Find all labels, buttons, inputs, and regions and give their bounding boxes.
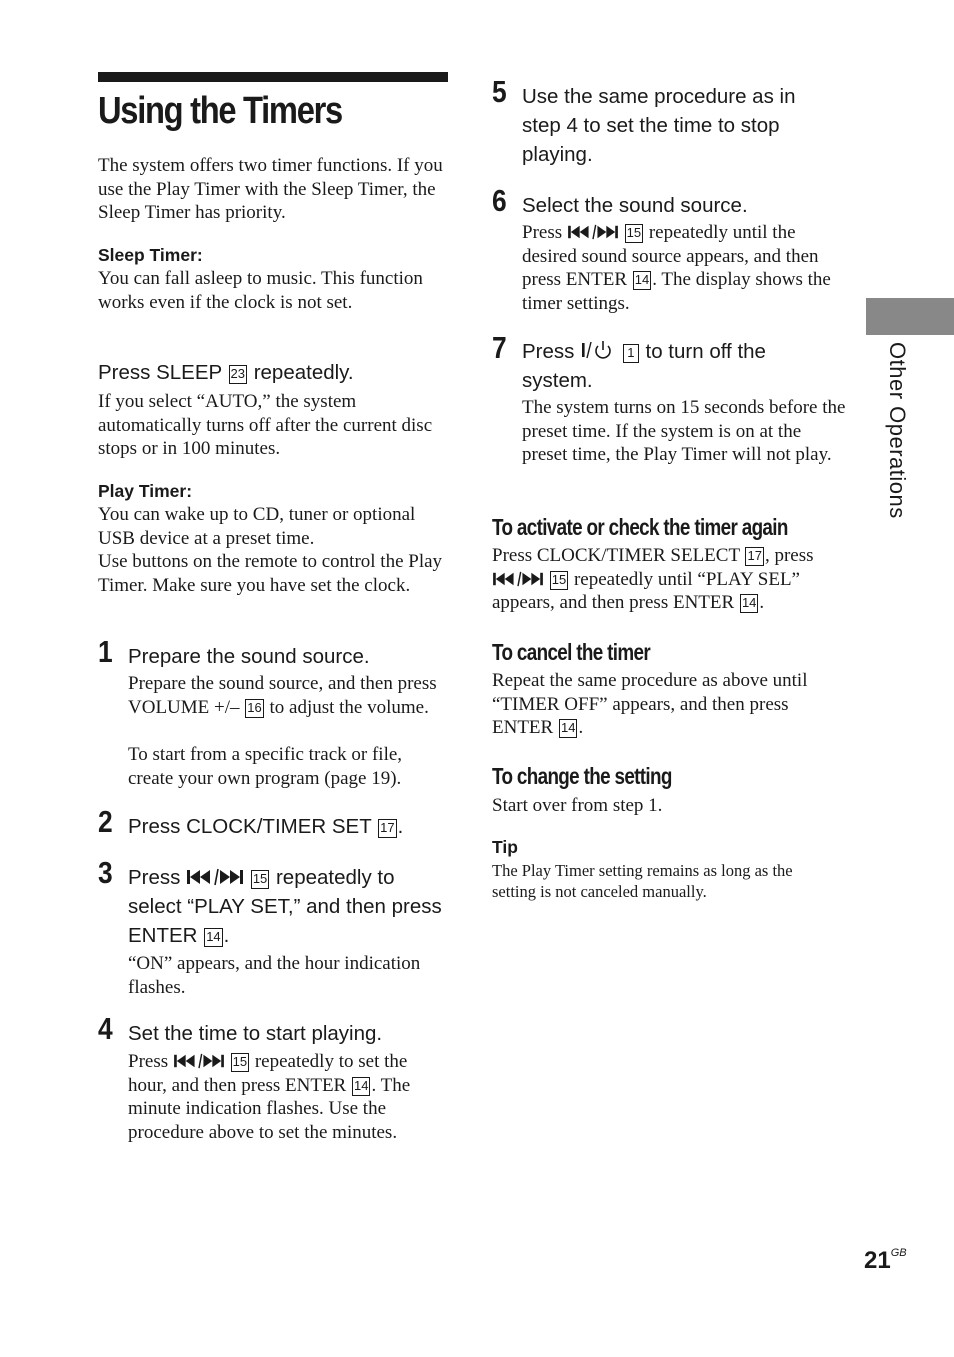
step-number: 3 [98, 855, 113, 890]
power-icon [580, 340, 616, 360]
tip-body: The Play Timer setting remains as long as the setting is not canceled manually. [492, 861, 793, 901]
cancel-body: Repeat the same procedure as above until “TIMER OFF” appears, and then press ENTER 14 . [492, 670, 808, 739]
tip-label: Tip [492, 837, 518, 857]
intro-text: The system offers two timer functions. If you use the Play Timer with the Sleep Timer, the Sleep Timer has priority. [98, 155, 443, 224]
activate-heading: To activate or check the timer again [492, 514, 788, 540]
prev-next-icon [567, 224, 619, 240]
sleep-press-line [98, 358, 354, 387]
step3-head: Press 15 repeatedly to select “PLAY SET,” and then press ENTER 14 . [128, 866, 442, 947]
button-number-box: 14 [559, 719, 577, 738]
page-number [864, 1247, 907, 1275]
step1-body-a: Prepare the sound source, and then press VOLUME +/– [128, 673, 437, 718]
step6-body-a: Press [522, 222, 563, 243]
step2-head: Press CLOCK/TIMER SET 17 . [128, 815, 404, 838]
step7-head [522, 337, 822, 395]
step4-head: Set the time to start playing. [128, 1022, 383, 1045]
section-label: Other Operations [885, 342, 910, 519]
sleep-timer-desc: You can fall asleep to music. This function works even if the clock is not set. [98, 268, 423, 313]
button-number-box: 1 [623, 344, 639, 363]
activate-body-a: Press CLOCK/TIMER SELECT [492, 545, 740, 566]
button-number-box: 17 [745, 547, 763, 566]
page-number-value: 21 [864, 1247, 891, 1274]
step-number: 2 [98, 804, 113, 839]
button-number-box: 15 [550, 571, 568, 590]
step-number: 5 [492, 74, 507, 109]
step1-head: Prepare the sound source. [128, 645, 370, 668]
sleep-press-text-b: repeatedly. [253, 361, 354, 384]
button-number-box: 14 [633, 271, 651, 290]
step2-head-text: Press CLOCK/TIMER SET [128, 815, 372, 838]
step1-body [128, 672, 448, 719]
prev-next-icon [186, 868, 244, 886]
title-rule [98, 72, 448, 82]
activate-body-b: , press [764, 545, 814, 566]
activate-body-c: repeatedly until “PLAY SEL” appears, and then press ENTER [492, 568, 800, 614]
activate-body: Press CLOCK/TIMER SELECT 17 , press 15 repeatedly until “PLAY SEL” appears, and then press ENTER 14 . [492, 545, 814, 614]
step7-head-b: to turn off the system. [522, 340, 766, 392]
step7-head-a: Press [522, 340, 575, 363]
step3-head-b: repeatedly to select “PLAY SET,” and then press ENTER [128, 866, 442, 947]
button-number-box: 14 [352, 1077, 370, 1096]
step4-body-a: Press [128, 1051, 169, 1072]
step4-body: Press 15 repeatedly to set the hour, and then press ENTER 14 . The minute indication flashes. Use the procedure above to set the minutes. [128, 1051, 411, 1143]
play-timer-label: Play Timer: [98, 481, 193, 501]
step3-body: “ON” appears, and the hour indication flashes. [128, 953, 421, 998]
change-body: Start over from step 1. [492, 795, 663, 816]
prev-next-icon [492, 571, 544, 587]
play-timer-desc2: Use buttons on the remote to control the Play Timer. Make sure you have set the clock. [98, 551, 443, 596]
step6-body-c: The display shows the timer settings. [522, 269, 831, 314]
button-number-box: 15 [231, 1053, 249, 1072]
button-number-box: 16 [245, 699, 263, 718]
cancel-heading: To cancel the timer [492, 639, 651, 665]
cancel-body-a: Repeat the same procedure as above until “TIMER OFF” appears, and then press ENTER [492, 670, 808, 739]
step-number: 7 [492, 330, 507, 365]
step6-body-b: repeatedly until the desired sound source appears, and then press ENTER [522, 222, 819, 291]
step4-body-c: The minute indication flashes. Use the procedure above to set the minutes. [128, 1074, 411, 1143]
prev-next-icon [173, 1053, 225, 1069]
step-number: 6 [492, 183, 507, 218]
button-number-box: 14 [204, 928, 222, 947]
step6-body: Press 15 repeatedly until the desired sound source appears, and then press ENTER 14 . The display shows the timer settings. [522, 222, 831, 314]
page-region: GB [890, 1247, 907, 1259]
button-number-box: 14 [740, 594, 758, 613]
button-number-box: 23 [229, 365, 247, 384]
button-number-box: 17 [378, 819, 396, 838]
sleep-press-text: Press SLEEP [98, 361, 222, 384]
sleep-timer-label: Sleep Timer: [98, 245, 203, 265]
page-title: Using the Timers [98, 90, 342, 132]
step4-body-b: repeatedly to set the hour, and then press ENTER [128, 1051, 408, 1096]
step1-body-b: to adjust the volume. [269, 696, 429, 718]
change-heading: To change the setting [492, 763, 672, 789]
button-number-box: 15 [625, 224, 643, 243]
step-number: 1 [98, 634, 113, 669]
step1-body2: To start from a specific track or file, create your own program (page 19). [128, 744, 403, 789]
step6-head: Select the sound source. [522, 194, 748, 217]
step5-head: Use the same procedure as in step 4 to set the time to stop playing. [522, 85, 796, 166]
step3-head-a: Press [128, 866, 181, 889]
step-number: 4 [98, 1011, 113, 1046]
step7-body: The system turns on 15 seconds before the preset time. If the system is on at the preset time, the Play Timer will not play. [522, 397, 846, 466]
play-timer-desc1: You can wake up to CD, tuner or optional USB device at a preset time. [98, 504, 416, 549]
section-tab [866, 298, 954, 335]
button-number-box: 15 [251, 870, 269, 889]
sleep-note: If you select “AUTO,” the system automatically turns off after the current disc stops or in 100 minutes. [98, 391, 433, 460]
